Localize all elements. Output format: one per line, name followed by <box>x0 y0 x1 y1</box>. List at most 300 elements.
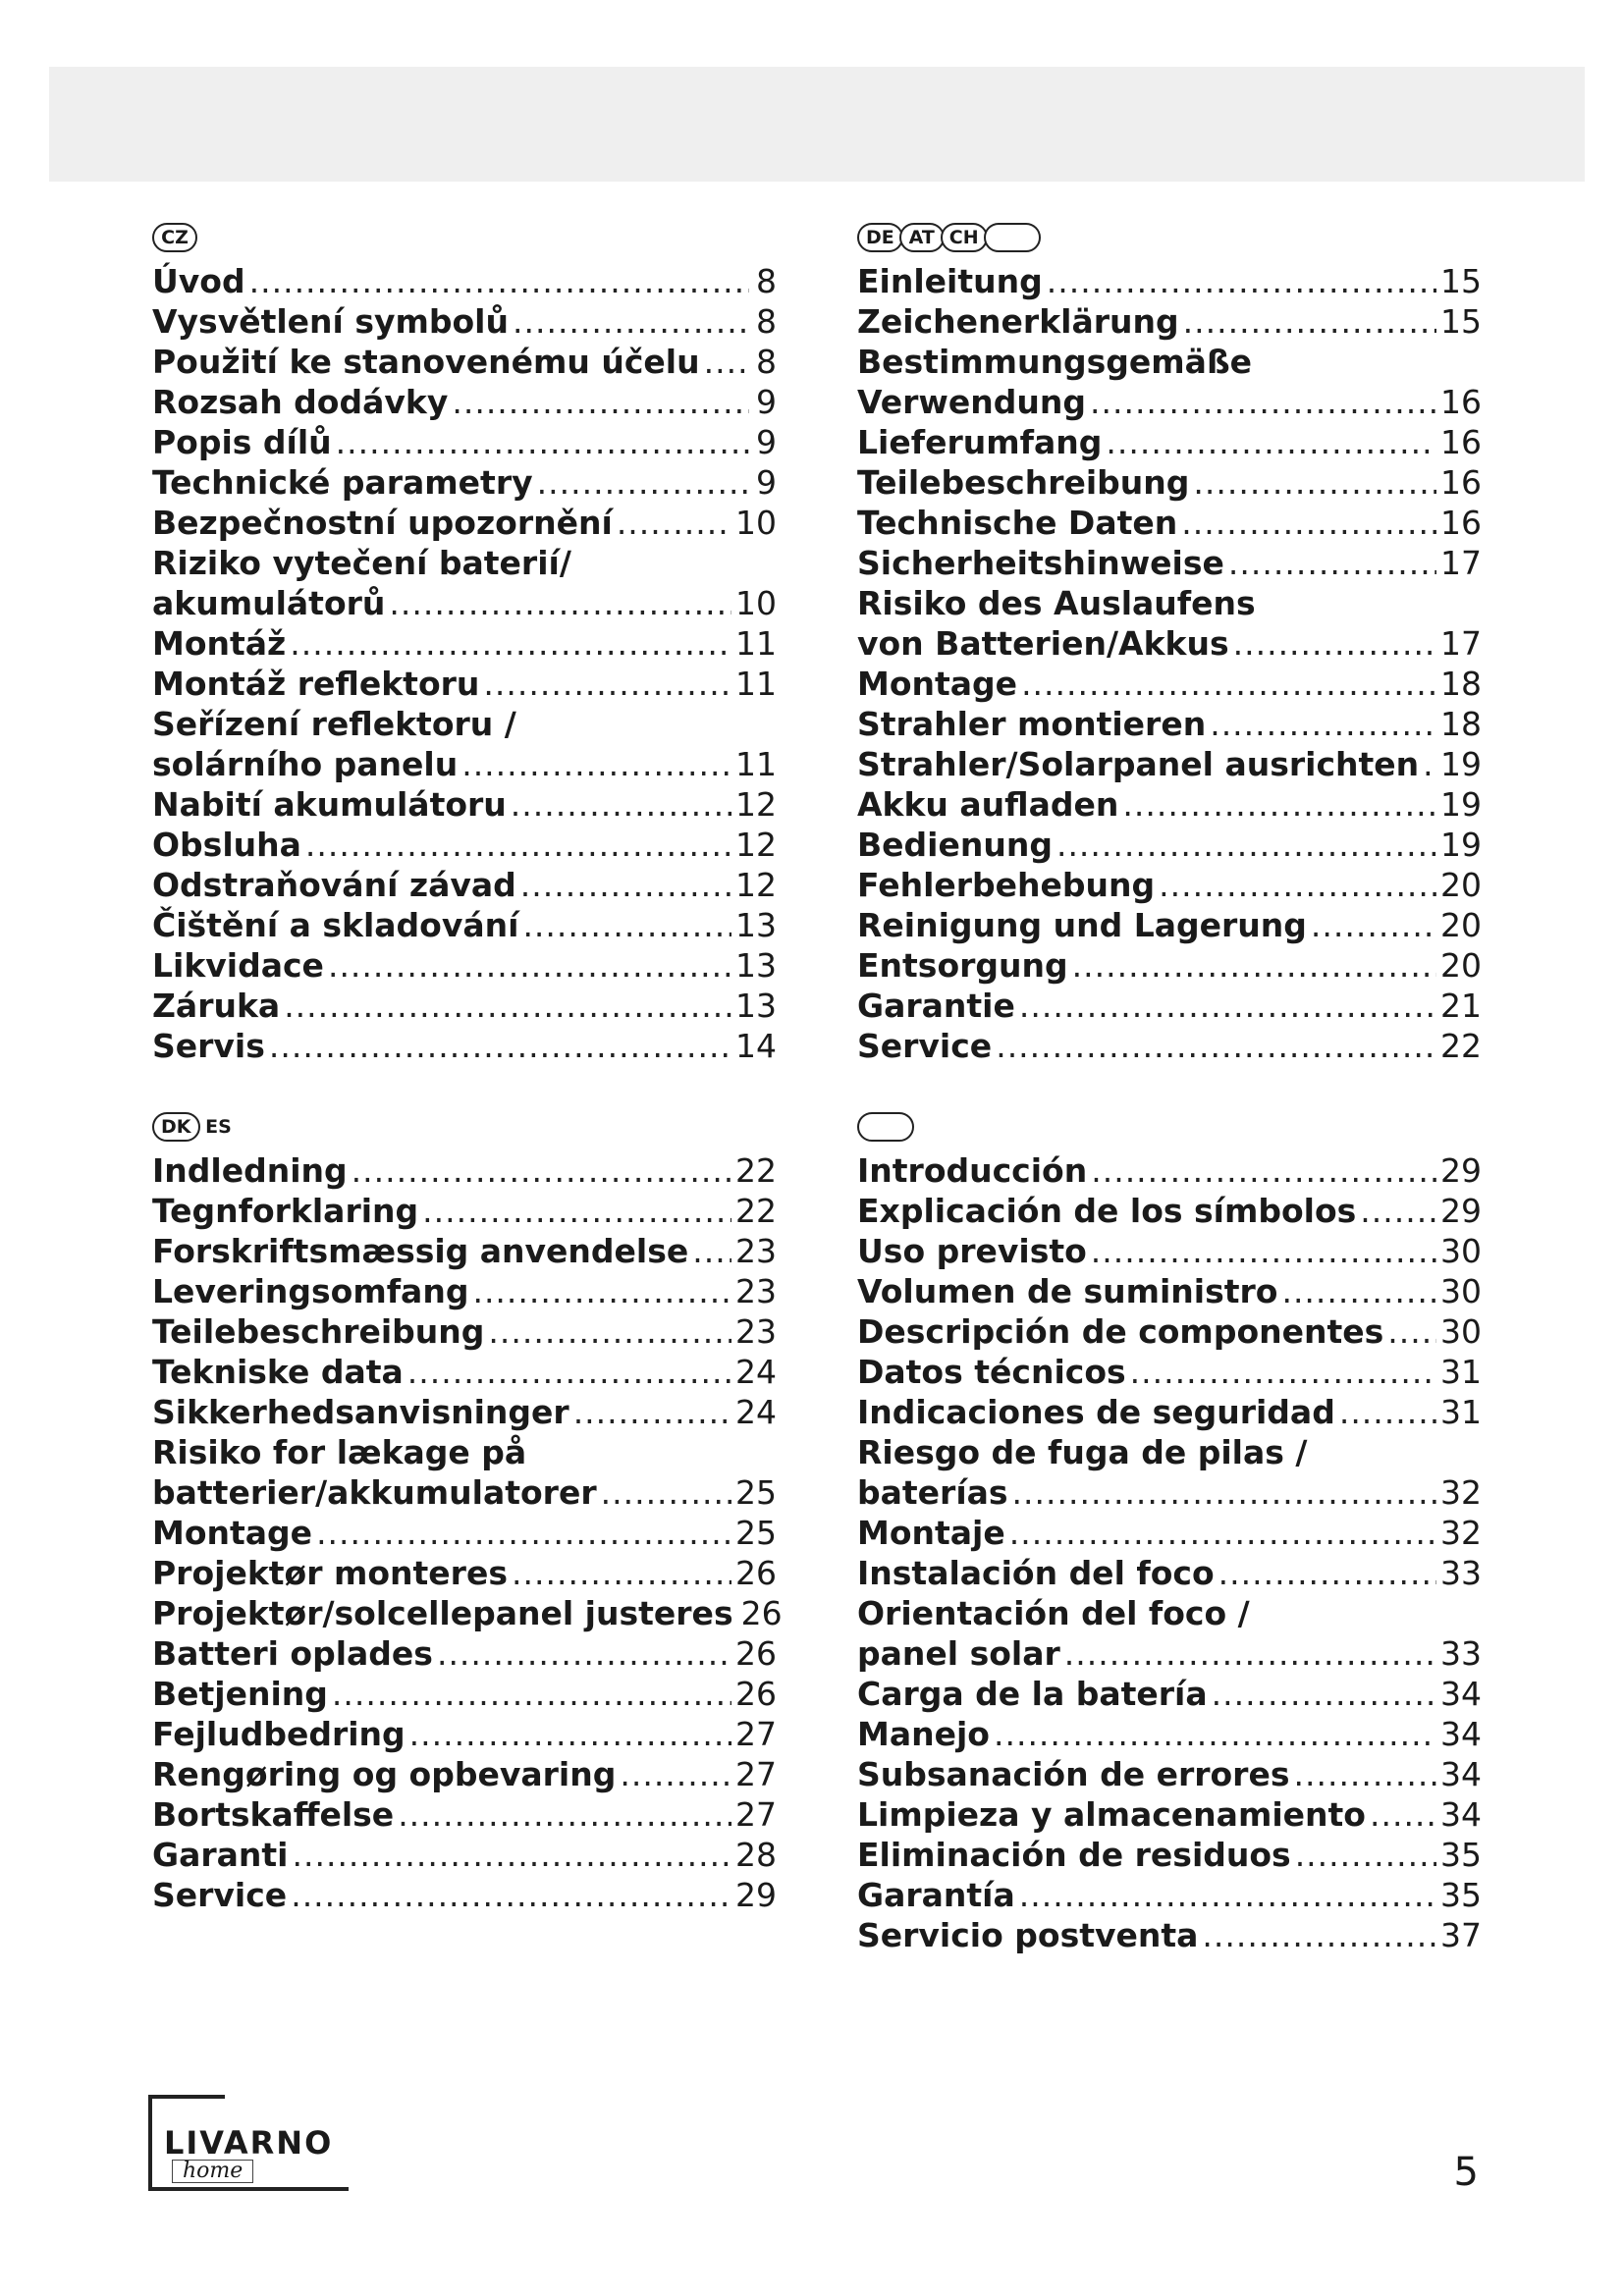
toc-entry <box>857 1794 1482 1835</box>
toc-leader-dots <box>488 1311 731 1352</box>
page-number: 5 <box>1453 2150 1479 2195</box>
toc-leader-dots <box>332 1674 731 1714</box>
toc-leader-dots <box>290 623 731 664</box>
toc-entry-title: Teilebeschreibung <box>857 463 1190 502</box>
language-badge: CH <box>941 223 988 252</box>
language-badge <box>857 1112 914 1142</box>
toc-entry-page: 19 <box>1440 826 1482 864</box>
toc-entry <box>857 1633 1482 1674</box>
toc-entry <box>857 1432 1482 1472</box>
toc-leader-dots <box>328 945 731 986</box>
toc-section-cz <box>152 218 777 1066</box>
toc-entry <box>152 784 777 825</box>
toc-entry-page: 24 <box>735 1393 777 1431</box>
toc-entry-page: 26 <box>735 1634 777 1673</box>
toc-entry-title: Strahler/Solarpanel ausrichten <box>857 745 1420 783</box>
toc-entry-title: Bestimmungsgemäße <box>857 343 1253 381</box>
toc-leader-dots <box>1193 462 1436 503</box>
toc-entry <box>857 1835 1482 1875</box>
toc-entry-title: Betjening <box>152 1675 328 1713</box>
toc-entry <box>152 1191 777 1231</box>
toc-leader-dots <box>573 1392 731 1432</box>
toc-leader-dots <box>1423 744 1436 784</box>
toc-entry-page: 29 <box>1440 1151 1482 1190</box>
toc-entry-title: Subsanación de errores <box>857 1755 1290 1793</box>
toc-entry <box>857 583 1482 623</box>
toc-entry-page: 9 <box>756 423 777 461</box>
toc-entry-page: 20 <box>1440 946 1482 985</box>
toc-entry-title: Likvidace <box>152 946 324 985</box>
toc-entry-page: 16 <box>1440 504 1482 542</box>
toc-entry-page: 13 <box>735 987 777 1025</box>
toc-entry <box>857 503 1482 543</box>
toc-entry <box>857 1311 1482 1352</box>
toc-entry-page: 11 <box>735 745 777 783</box>
toc-entry <box>152 1392 777 1432</box>
toc-entry <box>152 744 777 784</box>
toc-entry-title: Vysvětlení symbolů <box>152 302 509 341</box>
toc-entry-title: baterías <box>857 1473 1008 1512</box>
toc-entry-page: 14 <box>735 1027 777 1065</box>
toc-leader-dots <box>472 1271 731 1311</box>
toc-leader-dots <box>617 503 731 543</box>
toc-entry-title: Introducción <box>857 1151 1088 1190</box>
toc-entry-title: Sikkerhedsanvisninger <box>152 1393 569 1431</box>
toc-entry-page: 11 <box>735 665 777 703</box>
toc-entry <box>152 462 777 503</box>
toc-entry-page: 31 <box>1440 1393 1482 1431</box>
toc-entry-title: Servis <box>152 1027 265 1065</box>
toc-leader-dots <box>511 784 731 825</box>
toc-entry-page: 30 <box>1440 1312 1482 1351</box>
language-badges <box>857 218 1482 257</box>
toc-entry-title: Forskriftsmæssig anvendelse <box>152 1232 689 1270</box>
toc-entry-page: 32 <box>1440 1473 1482 1512</box>
language-badge: ES <box>205 1116 232 1138</box>
toc-entry-page: 19 <box>1440 745 1482 783</box>
toc-entry-title: Rozsah dodávky <box>152 383 449 421</box>
toc-entry-page: 11 <box>735 624 777 663</box>
toc-entry-page: 34 <box>1440 1675 1482 1713</box>
toc-leader-dots <box>1072 945 1436 986</box>
toc-entry-page: 12 <box>735 785 777 824</box>
toc-entry-title: Fejludbedring <box>152 1715 406 1753</box>
toc-entry <box>857 422 1482 462</box>
toc-entry-title: Garantie <box>857 987 1015 1025</box>
toc-entry <box>857 825 1482 865</box>
toc-entry <box>152 905 777 945</box>
toc-entry-title: Riesgo de fuga de pilas / <box>857 1433 1308 1471</box>
toc-entry <box>857 301 1482 342</box>
toc-leader-dots <box>437 1633 731 1674</box>
toc-entry <box>857 261 1482 301</box>
toc-leader-dots <box>1183 301 1436 342</box>
toc-entry <box>857 623 1482 664</box>
toc-entry-title: Teilebeschreibung <box>152 1312 485 1351</box>
toc-leader-dots <box>1228 543 1436 583</box>
toc-entry-page: 8 <box>756 343 777 381</box>
toc-entry <box>152 342 777 382</box>
toc-entry-page: 25 <box>735 1473 777 1512</box>
toc-leader-dots <box>1281 1271 1436 1311</box>
toc-entry-title: Záruka <box>152 987 281 1025</box>
toc-leader-dots <box>1370 1794 1436 1835</box>
toc-entry-title: Instalación del foco <box>857 1554 1215 1592</box>
toc-entry-title: Service <box>857 1027 993 1065</box>
toc-entry <box>152 503 777 543</box>
toc-entry-title: Obsluha <box>152 826 301 864</box>
toc-entry-page: 20 <box>1440 866 1482 904</box>
toc-entry <box>857 342 1482 382</box>
toc-entry-page: 12 <box>735 866 777 904</box>
toc-leader-dots <box>1009 1513 1436 1553</box>
language-badge: AT <box>899 223 945 252</box>
toc-entry-page: 23 <box>735 1272 777 1310</box>
toc-entry-title: Montaje <box>857 1514 1005 1552</box>
toc-entry-page: 27 <box>735 1755 777 1793</box>
toc-leader-dots <box>994 1714 1436 1754</box>
toc-entry <box>857 1754 1482 1794</box>
toc-entry <box>152 1633 777 1674</box>
toc-entry <box>857 704 1482 744</box>
toc-entry-page: 22 <box>1440 1027 1482 1065</box>
toc-entry-page: 16 <box>1440 463 1482 502</box>
toc-leader-dots <box>1210 704 1436 744</box>
toc-entry-title: Volumen de suministro <box>857 1272 1278 1310</box>
toc-entry-page: 34 <box>1440 1755 1482 1793</box>
toc-leader-dots <box>452 382 749 422</box>
toc-entry <box>857 1472 1482 1513</box>
toc-leader-dots <box>1212 1674 1436 1714</box>
toc-leader-dots <box>996 1026 1436 1066</box>
toc-entry-page: 20 <box>1440 906 1482 944</box>
toc-leader-dots <box>352 1150 731 1191</box>
toc-entry-page: 8 <box>756 262 777 300</box>
toc-entry <box>152 986 777 1026</box>
toc-leader-dots <box>461 744 731 784</box>
toc-entry-page: 15 <box>1440 262 1482 300</box>
toc-entry-page: 30 <box>1440 1232 1482 1270</box>
toc-entry <box>152 825 777 865</box>
toc-entry-title: Akku aufladen <box>857 785 1119 824</box>
toc-leader-dots <box>1019 1875 1436 1915</box>
toc-leader-dots <box>601 1472 731 1513</box>
toc-entry <box>152 664 777 704</box>
toc-entry-page: 33 <box>1440 1634 1482 1673</box>
toc-entry <box>152 1472 777 1513</box>
toc-section-dk <box>152 1107 783 1915</box>
toc-leader-dots <box>1130 1352 1436 1392</box>
toc-entry <box>152 422 777 462</box>
toc-leader-dots <box>704 342 749 382</box>
toc-leader-dots <box>1181 503 1436 543</box>
toc-leader-dots <box>422 1191 731 1231</box>
toc-entry-title: Tekniske data <box>152 1353 404 1391</box>
toc-entry-title: Eliminación de residuos <box>857 1836 1291 1874</box>
toc-leader-dots <box>316 1513 731 1553</box>
toc-entry-page: 26 <box>735 1554 777 1592</box>
toc-entry-title: Uso previsto <box>857 1232 1087 1270</box>
toc-entry-page: 33 <box>1440 1554 1482 1592</box>
toc-entry-page: 13 <box>735 906 777 944</box>
header-band <box>49 67 1585 182</box>
toc-entry-page: 31 <box>1440 1353 1482 1391</box>
toc-entry <box>152 704 777 744</box>
toc-entry <box>152 1835 777 1875</box>
toc-entry-page: 29 <box>1440 1192 1482 1230</box>
toc-leader-dots <box>1218 1553 1436 1593</box>
toc-leader-dots <box>537 462 749 503</box>
toc-entry-page: 24 <box>735 1353 777 1391</box>
toc-entry-title: Popis dílů <box>152 423 332 461</box>
toc-entry <box>152 1754 777 1794</box>
toc-entry <box>857 543 1482 583</box>
toc-entry-page: 22 <box>735 1151 777 1190</box>
language-badge: DK <box>152 1112 200 1142</box>
toc-entry <box>857 1271 1482 1311</box>
toc-entry <box>152 1352 777 1392</box>
toc-entry-title: Technické parametry <box>152 463 533 502</box>
toc-entry <box>857 865 1482 905</box>
toc-entry <box>152 382 777 422</box>
toc-leader-dots <box>1064 1633 1436 1674</box>
toc-leader-dots <box>1202 1915 1436 1955</box>
toc-entry-title: Projektør/solcellepanel justeres <box>152 1594 733 1632</box>
toc-entry-title: Čištění a skladování <box>152 906 519 944</box>
toc-entry <box>857 744 1482 784</box>
toc-leader-dots <box>513 301 749 342</box>
toc-leader-dots <box>398 1794 731 1835</box>
toc-entry-title: Carga de la batería <box>857 1675 1208 1713</box>
toc-entry <box>857 945 1482 986</box>
toc-entry <box>857 1191 1482 1231</box>
toc-entry-title: Montage <box>857 665 1018 703</box>
toc-entry-title: Montáž reflektoru <box>152 665 480 703</box>
language-badges <box>152 1107 777 1147</box>
toc-entry-title: Použití ke stanovenému účelu <box>152 343 700 381</box>
toc-entry-title: Manejo <box>857 1715 990 1753</box>
toc-entry-page: 21 <box>1440 987 1482 1025</box>
toc-entry-title: Risiko for lækage på <box>152 1433 527 1471</box>
toc-entry-title: Technische Daten <box>857 504 1178 542</box>
toc-list <box>857 1150 1482 1955</box>
toc-entry <box>152 1794 777 1835</box>
toc-entry <box>152 945 777 986</box>
toc-entry <box>152 1875 777 1915</box>
toc-entry-title: Service <box>152 1876 288 1914</box>
toc-entry <box>857 1352 1482 1392</box>
toc-leader-dots <box>1012 1472 1436 1513</box>
toc-leader-dots <box>1339 1392 1436 1432</box>
toc-entry-page: 9 <box>756 463 777 502</box>
toc-entry <box>152 1714 777 1754</box>
toc-entry-page: 35 <box>1440 1836 1482 1874</box>
toc-entry-title: solárního panelu <box>152 745 459 783</box>
toc-entry-title: Descripción de componentes <box>857 1312 1384 1351</box>
toc-entry-title: Einleitung <box>857 262 1043 300</box>
toc-entry-page: 17 <box>1440 544 1482 582</box>
toc-entry-title: Bortskaffelse <box>152 1795 395 1834</box>
toc-entry-title: Projektør monteres <box>152 1554 508 1592</box>
toc-entry <box>857 1231 1482 1271</box>
toc-leader-dots <box>1091 1150 1436 1191</box>
toc-entry <box>152 1674 777 1714</box>
toc-entry-title: Strahler montieren <box>857 705 1207 743</box>
toc-leader-dots <box>1233 623 1436 664</box>
toc-entry <box>152 865 777 905</box>
toc-leader-dots <box>1106 422 1436 462</box>
toc-entry-title: Bezpečnostní upozornění <box>152 504 613 542</box>
toc-leader-dots <box>1056 825 1436 865</box>
toc-entry-page: 25 <box>735 1514 777 1552</box>
toc-entry-title: Servicio postventa <box>857 1916 1199 1954</box>
language-badges <box>857 1107 1482 1147</box>
logo-subtitle: home <box>172 2160 253 2183</box>
toc-entry-title: Nabití akumulátoru <box>152 785 507 824</box>
toc-leader-dots <box>269 1026 731 1066</box>
toc-leader-dots <box>522 905 731 945</box>
toc-entry-page: 13 <box>735 946 777 985</box>
toc-entry <box>152 1231 777 1271</box>
toc-entry-title: Limpieza y almacenamiento <box>857 1795 1366 1834</box>
toc-entry <box>857 1714 1482 1754</box>
toc-entry-page: 10 <box>735 584 777 622</box>
toc-entry-title: Datos técnicos <box>857 1353 1126 1391</box>
toc-leader-dots <box>512 1553 731 1593</box>
toc-entry <box>152 1593 783 1633</box>
toc-entry-page: 18 <box>1440 665 1482 703</box>
toc-leader-dots <box>249 261 749 301</box>
toc-entry-page: 34 <box>1440 1795 1482 1834</box>
toc-entry-title: Leveringsomfang <box>152 1272 469 1310</box>
toc-entry-title: Garantía <box>857 1876 1015 1914</box>
toc-entry <box>152 623 777 664</box>
toc-entry-title: Indicaciones de seguridad <box>857 1393 1335 1431</box>
toc-entry <box>857 1553 1482 1593</box>
language-badge: CZ <box>152 223 197 252</box>
toc-entry-title: Batteri oplades <box>152 1634 433 1673</box>
toc-entry <box>857 1513 1482 1553</box>
toc-leader-dots <box>1387 1311 1436 1352</box>
toc-entry <box>152 1150 777 1191</box>
toc-entry <box>857 1875 1482 1915</box>
toc-list <box>857 261 1482 1066</box>
toc-entry-page: 34 <box>1440 1715 1482 1753</box>
toc-entry-page: 30 <box>1440 1272 1482 1310</box>
toc-entry-page: 37 <box>1440 1916 1482 1954</box>
toc-entry-title: panel solar <box>857 1634 1060 1673</box>
toc-entry-page: 15 <box>1440 302 1482 341</box>
toc-entry <box>152 1026 777 1066</box>
toc-entry-title: Reinigung und Lagerung <box>857 906 1307 944</box>
toc-entry <box>857 1026 1482 1066</box>
toc-entry-title: Indledning <box>152 1151 348 1190</box>
toc-leader-dots <box>305 825 731 865</box>
toc-leader-dots <box>483 664 731 704</box>
toc-entry <box>152 1513 777 1553</box>
toc-entry-page: 23 <box>735 1232 777 1270</box>
toc-leader-dots <box>1122 784 1436 825</box>
language-badge <box>984 223 1041 252</box>
toc-entry <box>857 905 1482 945</box>
toc-entry <box>152 1432 777 1472</box>
toc-entry-title: Fehlerbehebung <box>857 866 1156 904</box>
toc-entry <box>857 1674 1482 1714</box>
toc-entry-page: 10 <box>735 504 777 542</box>
toc-leader-dots <box>409 1714 731 1754</box>
toc-entry-title: Bedienung <box>857 826 1053 864</box>
toc-leader-dots <box>1090 382 1436 422</box>
toc-entry <box>857 664 1482 704</box>
toc-entry-title: Montáž <box>152 624 287 663</box>
toc-entry-title: batterier/akkumulatorer <box>152 1473 597 1512</box>
toc-entry-page: 27 <box>735 1795 777 1834</box>
toc-entry-page: 12 <box>735 826 777 864</box>
toc-leader-dots <box>1047 261 1436 301</box>
toc-entry-page: 22 <box>735 1192 777 1230</box>
toc-entry-title: Úvod <box>152 262 245 300</box>
toc-entry-page: 23 <box>735 1312 777 1351</box>
toc-entry-page: 26 <box>740 1594 783 1632</box>
language-badges <box>152 218 777 257</box>
toc-leader-dots <box>1293 1754 1436 1794</box>
toc-entry-title: Entsorgung <box>857 946 1068 985</box>
toc-entry-title: Explicación de los símbolos <box>857 1192 1357 1230</box>
toc-entry-title: Rengøring og opbevaring <box>152 1755 617 1793</box>
toc-entry-page: 32 <box>1440 1514 1482 1552</box>
toc-leader-dots <box>1019 986 1436 1026</box>
toc-entry <box>152 1271 777 1311</box>
toc-leader-dots <box>692 1231 731 1271</box>
toc-entry-page: 35 <box>1440 1876 1482 1914</box>
toc-entry-title: von Batterien/Akkus <box>857 624 1229 663</box>
toc-leader-dots <box>1159 865 1436 905</box>
toc-leader-dots <box>1360 1191 1436 1231</box>
toc-leader-dots <box>284 986 731 1026</box>
toc-section-es <box>857 1107 1482 1955</box>
toc-entry-title: Verwendung <box>857 383 1086 421</box>
toc-entry <box>152 261 777 301</box>
toc-entry <box>152 1553 777 1593</box>
toc-entry-page: 27 <box>735 1715 777 1753</box>
toc-entry-title: Montage <box>152 1514 313 1552</box>
toc-entry-page: 26 <box>735 1675 777 1713</box>
toc-entry-page: 28 <box>735 1836 777 1874</box>
language-badge: DE <box>857 223 903 252</box>
toc-entry-title: Zeichenerklärung <box>857 302 1179 341</box>
toc-leader-dots <box>1091 1231 1436 1271</box>
toc-entry <box>152 583 777 623</box>
toc-entry <box>857 1392 1482 1432</box>
toc-leader-dots <box>1311 905 1436 945</box>
toc-list <box>152 261 777 1066</box>
toc-entry-page: 16 <box>1440 383 1482 421</box>
toc-entry-title: Tegnforklaring <box>152 1192 419 1230</box>
toc-entry-page: 29 <box>735 1876 777 1914</box>
toc-entry <box>857 986 1482 1026</box>
toc-list <box>152 1150 783 1915</box>
toc-entry <box>857 1593 1482 1633</box>
toc-entry <box>857 462 1482 503</box>
toc-leader-dots <box>1021 664 1436 704</box>
toc-section-de <box>857 218 1482 1066</box>
toc-leader-dots <box>292 1835 731 1875</box>
logo-brand: LIVARNO <box>164 2124 337 2162</box>
toc-leader-dots <box>336 422 749 462</box>
toc-entry-title: Riziko vytečení baterií/ <box>152 544 571 582</box>
toc-leader-dots <box>1295 1835 1436 1875</box>
toc-entry-title: Lieferumfang <box>857 423 1103 461</box>
